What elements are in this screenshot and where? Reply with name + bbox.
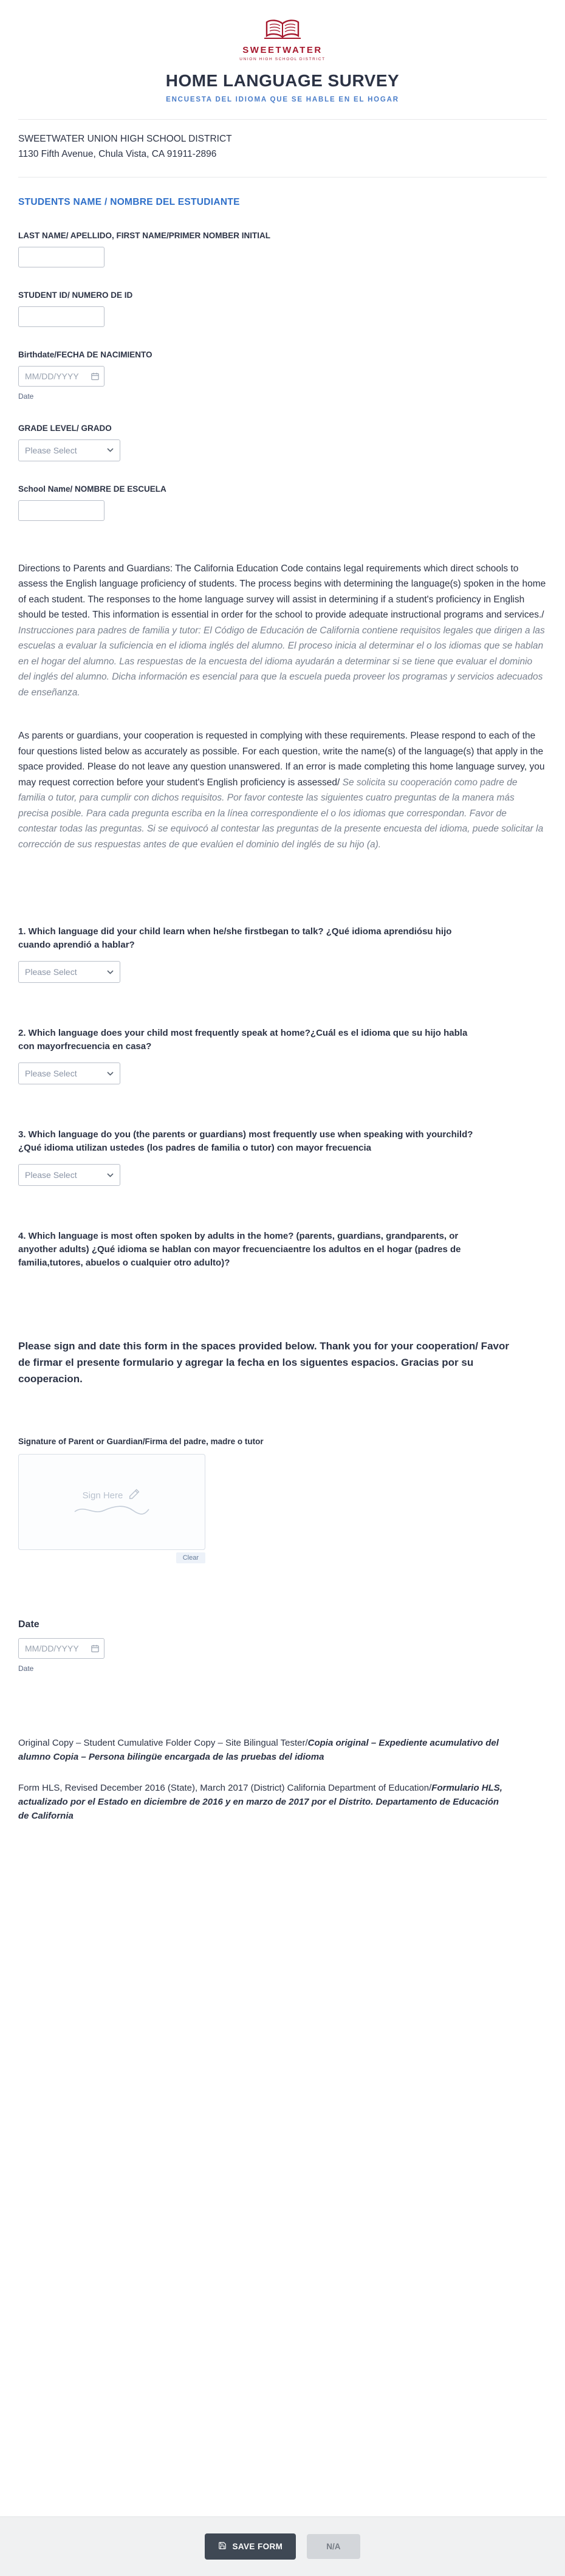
action-bar — [0, 2516, 565, 2576]
directions-paragraph-2 — [18, 728, 547, 852]
footer-notes — [18, 1736, 547, 1823]
date-heading: Date — [18, 1619, 39, 1630]
pen-icon — [128, 1487, 141, 1503]
student-id-input[interactable] — [18, 306, 104, 327]
directions-p2-english: As parents or guardians, your cooperation is requested in complying with these requirements. Please respond to each of the four questions listed below as accurately as possible. For each question, write the name(s) of the language(s) that apply in the space provided. Please do not leave any question unanswered. If an error is made completing this home language survey, you may request correction before your student's English proficiency is assessed/ — [18, 731, 545, 788]
save-icon — [218, 2541, 227, 2552]
form-revision-note — [18, 1781, 504, 1823]
question-2-select[interactable] — [18, 1062, 120, 1084]
directions-p1-english: Directions to Parents and Guardians: The California Education Code contains legal requirements which direct schools to assess the English language proficiency of students. The process begins with determining the language(s) spoken in the home of each student. The responses to the home language survey will assist in determining if a student's proficiency in English should be tested. This information is essential in order for the school to provide adequate instructional programs and services./ — [18, 563, 546, 621]
revision-note-spanish: Formulario HLS, actualizado por el Estado en diciembre de 2016 y en marzo de 2017 por el Distrito. Departamento de Educación de California — [18, 1783, 502, 1822]
sign-here-placeholder: Sign Here — [82, 1490, 123, 1501]
student-section-heading: STUDENTS NAME / NOMBRE DEL ESTUDIANTE — [18, 196, 240, 207]
revision-note-english: Form HLS, Revised December 2016 (State), March 2017 (District) California Department of Education/ — [18, 1783, 432, 1794]
form-title: HOME LANGUAGE SURVEY — [165, 71, 400, 90]
open-book-icon — [262, 17, 303, 43]
signature-squiggle — [72, 1503, 151, 1517]
directions-p1-spanish: Instrucciones para padres de familia y tutor: El Código de Educación de California contiene requisitos legales que dirigen a las escuelas a evaluar la suficiencia en el idioma inglés del alumno. El proceso inicia al determinar el o los idiomas que se hablan en el hogar del alumno. Las respuestas de la encuesta del idioma ayudarán a determinar si se tiene que evaluar el dominio del inglés del alumno. Dicha información es esencial para que la escuela pueda proveer los programas y servicios adecuados de enseñanza. — [18, 625, 545, 698]
question-3-label: 3. Which language do you (the parents or guardians) most frequently use when speaking with yourchild? ¿Qué idioma utilizan ustedes (los padres de familia o tutor) con mayor frecuencia — [18, 1129, 473, 1154]
student-id-field — [18, 291, 547, 327]
save-form-label: SAVE FORM — [232, 2542, 283, 2551]
grade-label: GRADE LEVEL/ GRADO — [18, 423, 112, 433]
question-3-select-value: Please Select — [25, 1170, 77, 1180]
birthdate-label: Birthdate/FECHA DE NACIMIENTO — [18, 350, 152, 359]
signature-label: Signature of Parent or Guardian/Firma del padre, madre o tutor — [18, 1437, 264, 1447]
question-2-label: 2. Which language does your child most frequently speak at home?¿Cuál es el idioma que su hijo habla con mayorfrecuencia en casa? — [18, 1028, 468, 1052]
student-name-field — [18, 231, 547, 267]
question-3-select[interactable] — [18, 1164, 120, 1186]
directions-paragraph-1 — [18, 561, 547, 701]
calendar-icon — [91, 371, 100, 381]
copy-distribution-note — [18, 1736, 504, 1764]
logo-brand-text: SWEETWATER — [242, 45, 323, 55]
date-sublabel: Date — [18, 1664, 34, 1673]
student-name-input[interactable] — [18, 247, 104, 267]
chevron-down-icon — [107, 1072, 114, 1076]
question-1-label: 1. Which language did your child learn when he/she firstbegan to talk? ¿Qué idioma aprendiósu hijo cuando aprendió a hablar? — [18, 926, 452, 951]
signature-pad[interactable] — [18, 1454, 205, 1550]
birthdate-sublabel: Date — [18, 391, 34, 401]
question-2 — [18, 1027, 547, 1084]
question-4-label: 4. Which language is most often spoken by adults in the home? (parents, guardians, grandparents, or anyother adults) ¿Qué idioma se hablan con mayor frecuenciaentre los adultos en el hogar (padres de familia,tutores, abuelos o cualquier otro adulto)? — [18, 1231, 461, 1269]
question-1 — [18, 925, 547, 983]
questions-section — [18, 925, 547, 1270]
question-1-select[interactable] — [18, 961, 120, 983]
chevron-down-icon — [107, 1173, 114, 1177]
form-subtitle: ENCUESTA DEL IDIOMA QUE SE HABLE EN EL HOGAR — [166, 96, 399, 103]
chevron-down-icon — [107, 970, 114, 974]
copy-note-english: Original Copy – Student Cumulative Folder Copy – Site Bilingual Tester/ — [18, 1738, 308, 1749]
district-logo — [18, 17, 547, 61]
copy-note-spanish: Copia original – Expediente acumulativo del alumno Copia – Persona bilingüe encargada de las pruebas del idioma — [18, 1738, 499, 1763]
grade-select[interactable] — [18, 439, 120, 461]
question-4 — [18, 1230, 547, 1270]
logo-sub-text: UNION HIGH SCHOOL DISTRICT — [239, 57, 326, 61]
student-id-label: STUDENT ID/ NUMERO DE ID — [18, 290, 133, 300]
school-input[interactable] — [18, 500, 104, 521]
save-form-button[interactable] — [205, 2533, 296, 2560]
question-3 — [18, 1128, 547, 1186]
grade-select-value: Please Select — [25, 445, 77, 455]
student-name-label: LAST NAME/ APELLIDO, FIRST NAME/PRIMER NOMBER INITIAL — [18, 230, 270, 240]
birthdate-field — [18, 350, 547, 401]
question-2-select-value: Please Select — [25, 1069, 77, 1079]
sign-and-date-notice: Please sign and date this form in the spaces provided below. Thank you for your cooperation/ Favor de firmar el presente formulario y agregar la fecha en los siguentes espacios. Gracias por su cooperacion. — [18, 1340, 509, 1385]
district-name: SWEETWATER UNION HIGH SCHOOL DISTRICT — [18, 134, 232, 144]
directions-p2-spanish: Se solicita su cooperación como padre de familia o tutor, para cumplir con dichos requisitos. Por favor conteste las siguientes cuatro preguntas de la manera más precisa posible. Para cada pregunta escriba en la línea correspondiente el o los idiomas que correspondan. Favor de contestar todas las preguntas. Si se equivocó al contestar las preguntas de la presente encuesta del idioma, puede solicitar la corrección de sus respuestas antes de que evalúen el dominio del inglés de su hijo (a). — [18, 777, 544, 850]
question-1-select-value: Please Select — [25, 967, 77, 977]
signature-field — [18, 1437, 547, 1563]
district-address: 1130 Fifth Avenue, Chula Vista, CA 91911-2896 — [18, 148, 217, 159]
na-button[interactable]: N/A — [307, 2534, 360, 2559]
calendar-icon — [91, 1644, 100, 1653]
grade-field — [18, 424, 547, 461]
school-label: School Name/ NOMBRE DE ESCUELA — [18, 484, 166, 494]
date-field — [18, 1619, 547, 1673]
district-info — [18, 120, 547, 177]
chevron-down-icon — [107, 448, 114, 452]
signature-clear-button[interactable]: Clear — [176, 1552, 205, 1563]
school-field — [18, 484, 547, 521]
